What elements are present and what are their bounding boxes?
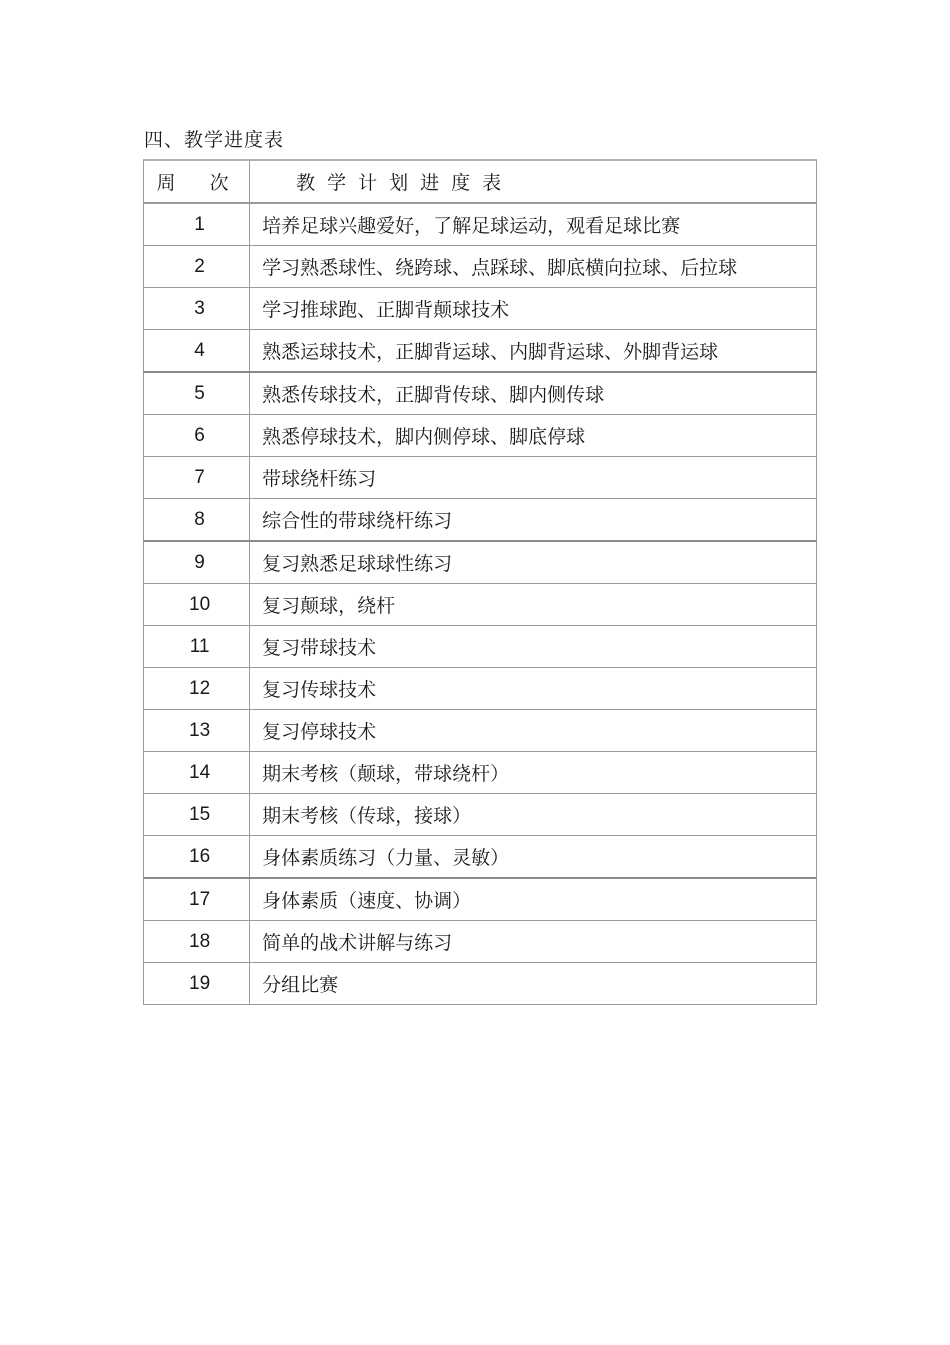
plan-content: 身体素质（速度、协调） [250,878,817,921]
week-number: 10 [144,584,250,626]
table-header-row [144,160,817,203]
table-row [144,541,817,584]
table-row [144,878,817,921]
table-row [144,203,817,246]
plan-content: 学习熟悉球性、绕跨球、点踩球、脚底横向拉球、后拉球 [250,246,817,288]
week-number: 12 [144,668,250,710]
week-number: 7 [144,457,250,499]
week-number: 3 [144,288,250,330]
week-number: 16 [144,836,250,879]
table-row [144,794,817,836]
plan-content: 简单的战术讲解与练习 [250,921,817,963]
week-number: 2 [144,246,250,288]
table-row [144,668,817,710]
teaching-schedule-table [143,159,817,1005]
plan-content: 熟悉传球技术，正脚背传球、脚内侧传球 [250,372,817,415]
week-number: 1 [144,203,250,246]
section-title: 四、教学进度表 [144,129,285,151]
table-row [144,499,817,542]
plan-content: 复习传球技术 [250,668,817,710]
week-number: 17 [144,878,250,921]
week-number: 9 [144,541,250,584]
table-row [144,330,817,373]
plan-column-header: 教学计划进度表 [250,160,817,203]
week-column-header: 周 次 [144,160,250,203]
table-row [144,963,817,1005]
week-number: 5 [144,372,250,415]
week-number: 4 [144,330,250,373]
week-number: 19 [144,963,250,1005]
table-row [144,288,817,330]
week-number: 8 [144,499,250,542]
week-number: 18 [144,921,250,963]
table-row [144,415,817,457]
table-row [144,921,817,963]
week-number: 14 [144,752,250,794]
table-row [144,710,817,752]
plan-content: 期末考核（传球，接球） [250,794,817,836]
plan-content: 带球绕杆练习 [250,457,817,499]
plan-content: 学习推球跑、正脚背颠球技术 [250,288,817,330]
plan-content: 分组比赛 [250,963,817,1005]
plan-content: 综合性的带球绕杆练习 [250,499,817,542]
table-row [144,752,817,794]
week-number: 6 [144,415,250,457]
week-number: 15 [144,794,250,836]
plan-content: 复习带球技术 [250,626,817,668]
plan-content: 熟悉运球技术，正脚背运球、内脚背运球、外脚背运球 [250,330,817,373]
plan-content: 期末考核（颠球，带球绕杆） [250,752,817,794]
plan-content: 熟悉停球技术，脚内侧停球、脚底停球 [250,415,817,457]
table-row [144,246,817,288]
plan-content: 身体素质练习（力量、灵敏） [250,836,817,879]
plan-content: 复习停球技术 [250,710,817,752]
table-row [144,836,817,879]
plan-content: 复习颠球，绕杆 [250,584,817,626]
table-row [144,372,817,415]
table-row [144,626,817,668]
plan-content: 复习熟悉足球球性练习 [250,541,817,584]
week-number: 13 [144,710,250,752]
week-number: 11 [144,626,250,668]
table-row [144,584,817,626]
plan-content: 培养足球兴趣爱好，了解足球运动，观看足球比赛 [250,203,817,246]
table-row [144,457,817,499]
